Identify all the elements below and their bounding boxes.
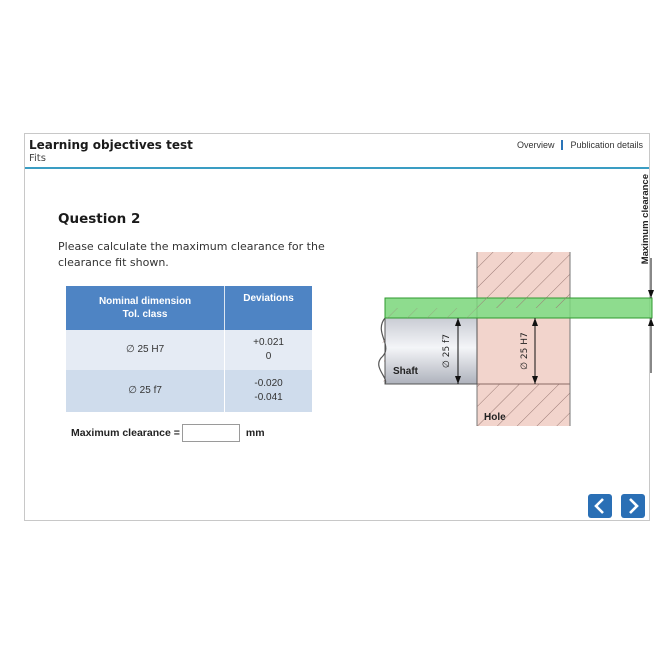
- link-separator: [561, 140, 563, 150]
- cell-dimension: ∅ 25 f7: [66, 370, 225, 412]
- fit-drawing: [359, 168, 649, 430]
- chevron-left-icon: [588, 494, 612, 518]
- table-row: [66, 370, 312, 412]
- header-nominal-dimension: [66, 286, 225, 330]
- table-row: [66, 330, 312, 370]
- cell-upper-deviation: +0.021: [253, 337, 284, 348]
- tolerance-table: [66, 286, 312, 412]
- cell-upper-deviation: -0.020: [254, 378, 283, 389]
- header-deviations-label: Deviations: [243, 293, 294, 304]
- hole-label: Hole: [484, 412, 506, 423]
- cell-dimension: ∅ 25 H7: [66, 330, 225, 370]
- answer-label: Maximum clearance =: [71, 427, 180, 439]
- publication-details-link[interactable]: Publication details: [570, 140, 643, 150]
- header-bar: [25, 134, 649, 169]
- clearance-dimension-label: Maximum clearance: [640, 174, 651, 265]
- overview-link[interactable]: Overview: [516, 140, 555, 150]
- cell-deviations: [225, 330, 312, 370]
- top-links: [517, 140, 643, 150]
- hole-dimension-label: ∅ 25 H7: [520, 332, 530, 370]
- page-subtitle: Fits: [29, 153, 46, 164]
- shaft-label: Shaft: [393, 366, 418, 377]
- previous-button[interactable]: [588, 494, 612, 518]
- header-nominal-line1: Nominal dimension: [98, 296, 192, 307]
- cell-lower-deviation: -0.041: [254, 392, 283, 403]
- header-nominal-line2: Tol. class: [122, 309, 168, 320]
- page-title: Learning objectives test: [29, 138, 193, 152]
- content-panel: [24, 133, 650, 521]
- hole-upper-hatch: [477, 252, 570, 298]
- header-deviations: [225, 286, 312, 330]
- answer-row: [71, 424, 265, 442]
- maximum-clearance-input[interactable]: [182, 424, 240, 442]
- next-button[interactable]: [621, 494, 645, 518]
- answer-unit: mm: [245, 427, 265, 439]
- question-heading: Question 2: [58, 211, 141, 227]
- shaft-dimension-label: ∅ 25 f7: [442, 334, 452, 368]
- chevron-right-icon: [621, 494, 645, 518]
- clearance-hatch: [477, 298, 570, 308]
- cell-deviations: [225, 370, 312, 412]
- cell-lower-deviation: 0: [265, 351, 272, 362]
- question-text: Please calculate the maximum clearance for the clearance fit shown.: [58, 240, 325, 269]
